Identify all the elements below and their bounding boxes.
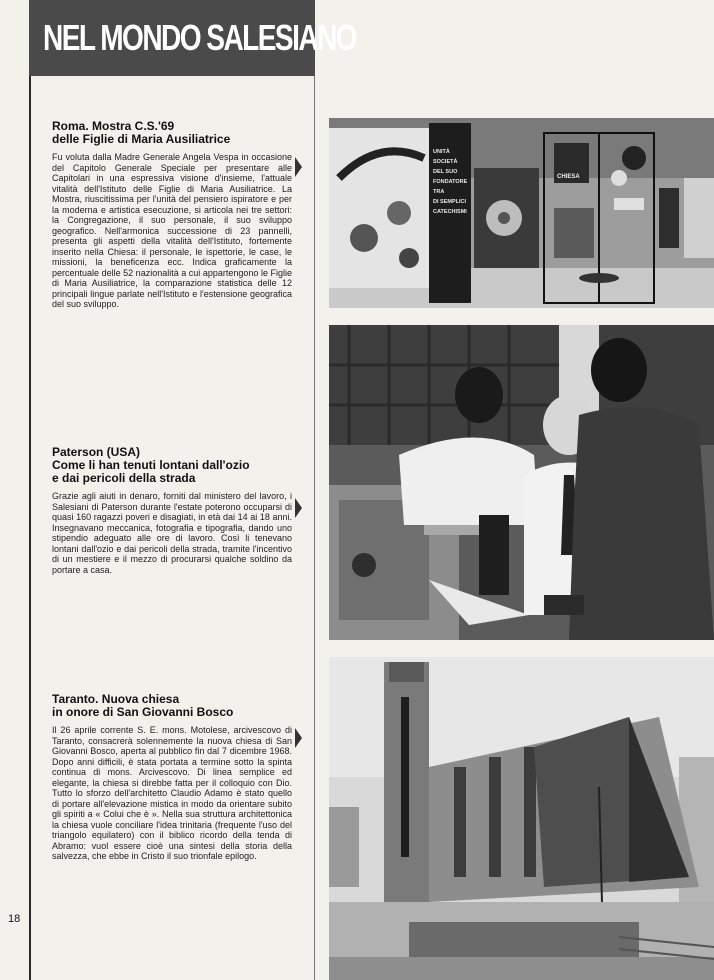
article-paterson-title-line3: e dai pericoli della strada bbox=[52, 471, 196, 485]
article-paterson-body: Grazie agli aiuti in denaro, forniti dal ministero del lavoro, i Salesiani di Paterson durante l'estate poterono occuparsi di quasi 160 ragazzi poveri e disagiati, in età dai 14 ai 18 anni. Insegnavano meccanica, fotografia e tipografia, dando uno stipendio adeguato alle ore di lavoro. Così li tenevano lontani dall'ozio e dai pericoli della strada, tramite l'incentivo di un mestiere e il mezzo di procurarsi qualche soldino da portare a casa. bbox=[52, 491, 292, 575]
article-paterson-title-line1: Paterson (USA) bbox=[52, 445, 141, 459]
exhibit-sign: CHIESA bbox=[557, 174, 580, 180]
photo-exhibition bbox=[329, 118, 714, 308]
article-paterson-title-line2: Come li han tenuti lontani dall'ozio bbox=[52, 458, 250, 472]
article-taranto-title bbox=[52, 693, 292, 719]
column-rule bbox=[314, 76, 315, 980]
arrow-marker-icon bbox=[295, 498, 302, 518]
arrow-marker-icon bbox=[295, 728, 302, 748]
page-number: 18 bbox=[8, 913, 21, 925]
exhibit-panel-line-4: FONDATORE bbox=[433, 179, 468, 185]
exhibit-panel-line-5: TRA bbox=[433, 189, 445, 195]
article-roma-title-line1: Roma. Mostra C.S.'69 bbox=[52, 119, 175, 133]
exhibit-panel-line-3: DEL SUO bbox=[433, 169, 458, 175]
arrow-marker-icon bbox=[295, 157, 302, 177]
article-taranto-title-line1: Taranto. Nuova chiesa bbox=[52, 692, 180, 706]
masthead-title: NEL MONDO SALESIANO bbox=[43, 17, 357, 58]
article-roma-title-line2: delle Figlie di Maria Ausiliatrice bbox=[52, 132, 231, 146]
photo-paterson bbox=[329, 325, 714, 640]
article-taranto bbox=[52, 693, 292, 862]
article-taranto-title-line2: in onore di San Giovanni Bosco bbox=[52, 705, 234, 719]
article-roma-title bbox=[52, 120, 292, 146]
exhibit-panel-line-6: DI SEMPLICI bbox=[433, 199, 467, 205]
article-paterson-title bbox=[52, 446, 292, 485]
masthead bbox=[29, 0, 357, 76]
photo-church bbox=[329, 657, 714, 980]
page-left-edge bbox=[29, 0, 31, 980]
exhibit-panel-line-7: CATECHISMI bbox=[433, 209, 467, 215]
exhibit-panel-line-2: SOCIETÀ bbox=[433, 159, 458, 165]
article-paterson bbox=[52, 446, 292, 575]
article-roma-body: Fu voluta dalla Madre Generale Angela Vespa in occasione del Capitolo Generale Speciale per presentare alle Capitolari in una espressiva visione d'insieme, l'attuale vitalità dell'Istituto delle Figlie di Maria Ausiliatrice. La Mostra, riuscitissima per l'unità del pensiero ispiratore e per la moderna e artistica esecuzione, si articola nei tre settori: la Congregazione, il suo personale, il suo sviluppo geografico. Nell'armonica successione di 23 pannelli, presenta gli aspetti della vitalità dell'Istituto, fortemente inserito nella Chiesa: il personale, le ispettorie, le case, le missioni, la beneficenza ecc. Indica graficamente la percentuale delle 52 nazionalità a cui appartengono le Figlie di Maria Ausiliatrice, la comparazione statistica delle 12 principali lingue parlate nell'Istituto e l'estensione geografica del suo sviluppo. bbox=[52, 152, 292, 309]
article-taranto-body: Il 26 aprile corrente S. E. mons. Motolese, arcivescovo di Taranto, consacrerà solennemente la nuova chiesa di San Giovanni Bosco, aperta al pubblico fin dal 7 dicembre 1968. Dopo anni difficili, è stata portata a termine sotto la spinta continua di mons. Arcivescovo. Di linea semplice ed elegante, la chiesa si direbbe fatta per il colloquio con Dio. Tutto lo sforzo dell'architetto Claudio Adamo è stato quello di portare all'elevazione mistica in modo da orientare subito gli spiriti a « Colui che è ». Nella sua struttura architettonica la chiesa vuole conciliare l'idea trinitaria (frequente l'uso del triangolo equilatero) con il biblico ricordo della tenda di Abramo: vuol essere cioè una sintesi della storia della salvezza, che ebbe in Cristo il suo trionfale epilogo. bbox=[52, 725, 292, 861]
article-roma bbox=[52, 120, 292, 310]
exhibit-panel-line-1: UNITÀ bbox=[433, 149, 450, 155]
